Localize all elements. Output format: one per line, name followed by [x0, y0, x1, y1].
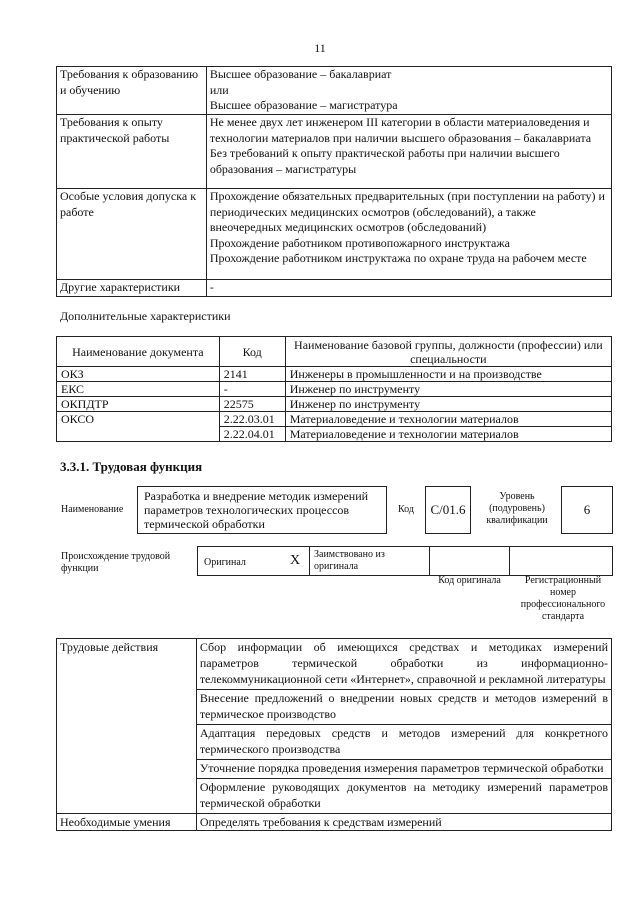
row-label: Необходимые умения: [57, 814, 197, 831]
column-header: Код: [219, 337, 285, 367]
table-row: [57, 189, 612, 280]
action-item: Оформление руководящих документов на методику измерений параметров термической обработки: [196, 779, 611, 814]
cell-line: Высшее образование – магистратура: [209, 98, 398, 112]
table-cell: ОКПДТР: [57, 397, 220, 412]
row-label: Требования к опыту практической работы: [57, 115, 207, 189]
reg-number-box: [509, 546, 613, 576]
table-row: [57, 382, 612, 397]
table-cell: 2.22.04.01: [219, 427, 285, 442]
action-item: Внесение предложений о внедрении новых средств и методов измерений в термическое производство: [196, 690, 611, 725]
table-cell: 2.22.03.01: [219, 412, 285, 427]
origin-borrowed-box: [309, 546, 430, 576]
table-row: [57, 367, 612, 382]
table-cell: ОКЗ: [57, 367, 220, 382]
skill-item: Определять требования к средствам измерений: [196, 814, 611, 831]
function-heading: 3.3.1. Трудовая функция: [60, 459, 203, 474]
cell-line: Не менее двух лет инженером III категории в области материаловедения и технологии материалов при наличии высшего образования – бакалавриата: [209, 115, 592, 145]
table-cell: Материаловедение и технологии материалов: [285, 427, 611, 442]
code-label: Код: [398, 504, 414, 515]
borrowed-label: Заимствовано из оригинала: [314, 549, 385, 572]
action-item: Адаптация передовых средств и методов измерений для конкретного термического производства: [196, 725, 611, 760]
level-value: 6: [583, 502, 591, 517]
cell-line: -: [209, 280, 214, 294]
code-original-label: Код оригинала: [438, 575, 501, 586]
origin-original-box: [197, 546, 310, 576]
code-original-box: [429, 546, 510, 576]
function-name-box: [137, 486, 387, 534]
table-cell: 22575: [219, 397, 285, 412]
level-box: [561, 486, 613, 534]
table-row: [57, 115, 612, 189]
table-row: [57, 67, 612, 115]
level-label: Уровень (подуровень) квалификации: [486, 491, 548, 526]
table-cell: Инженер по инструменту: [285, 382, 611, 397]
table-row: [57, 814, 612, 831]
actions-table: [56, 638, 612, 831]
classifier-table: [56, 336, 612, 442]
function-name-value: Разработка и внедрение методик измерений параметров технологических процессов термической обработки: [144, 489, 369, 531]
reg-number-label: Регистрационный номер профессионального стандарта: [520, 575, 606, 622]
function-code-box: [425, 486, 471, 534]
table-cell: Инженер по инструменту: [285, 397, 611, 412]
table-row: [57, 412, 612, 427]
additional-title: Дополнительные характеристики: [60, 309, 231, 323]
function-code-value: C/01.6: [430, 502, 466, 517]
table-cell: ЕКС: [57, 382, 220, 397]
column-header: Наименование базовой группы, должности (профессии) или специальности: [285, 337, 611, 367]
original-label: Оригинал: [204, 557, 246, 568]
table-cell: Материаловедение и технологии материалов: [285, 412, 611, 427]
table-header-row: [57, 337, 612, 367]
table-cell: ОКСО: [57, 412, 220, 442]
table-row: [57, 639, 612, 690]
cell-line: Высшее образование – бакалавриат: [209, 67, 392, 81]
cell-line: Прохождение обязательных предварительных (при поступлении на работу) и периодических медицинских осмотров (обследований), а также внеочередных медицинских осмотров (обследований): [209, 189, 605, 234]
cell-line: Прохождение работником инструктажа по охране труда на рабочем месте: [209, 251, 587, 265]
origin-label: Происхождение трудовой функции: [61, 551, 171, 574]
cell-line: или: [209, 82, 229, 97]
row-label: Трудовые действия: [57, 639, 197, 814]
action-item: Уточнение порядка проведения измерения параметров термической обработки: [196, 760, 611, 779]
cell-line: Без требований к опыту практической работы при наличии высшего образования – магистратуры: [209, 146, 560, 176]
row-label: Требования к образованию и обучению: [57, 67, 207, 115]
column-header: Наименование документа: [57, 337, 220, 367]
page-number: 11: [314, 41, 326, 55]
action-item: Сбор информации об имеющихся средствах и методиках измерений параметров термической обработки из информационно-телекоммуникационной сети «Интернет», справочной и рекламной литературы: [196, 639, 611, 690]
requirements-table: [56, 66, 612, 297]
table-row: [57, 397, 612, 412]
table-cell: -: [219, 382, 285, 397]
row-label: Особые условия допуска к работе: [57, 189, 207, 280]
origin-checkmark: X: [290, 553, 301, 568]
cell-line: Прохождение работником противопожарного инструктажа: [209, 235, 510, 250]
table-row: [57, 280, 612, 297]
table-cell: 2141: [219, 367, 285, 382]
row-label: Другие характеристики: [57, 280, 207, 297]
table-cell: Инженеры в промышленности и на производстве: [285, 367, 611, 382]
name-label: Наименование: [61, 504, 124, 515]
